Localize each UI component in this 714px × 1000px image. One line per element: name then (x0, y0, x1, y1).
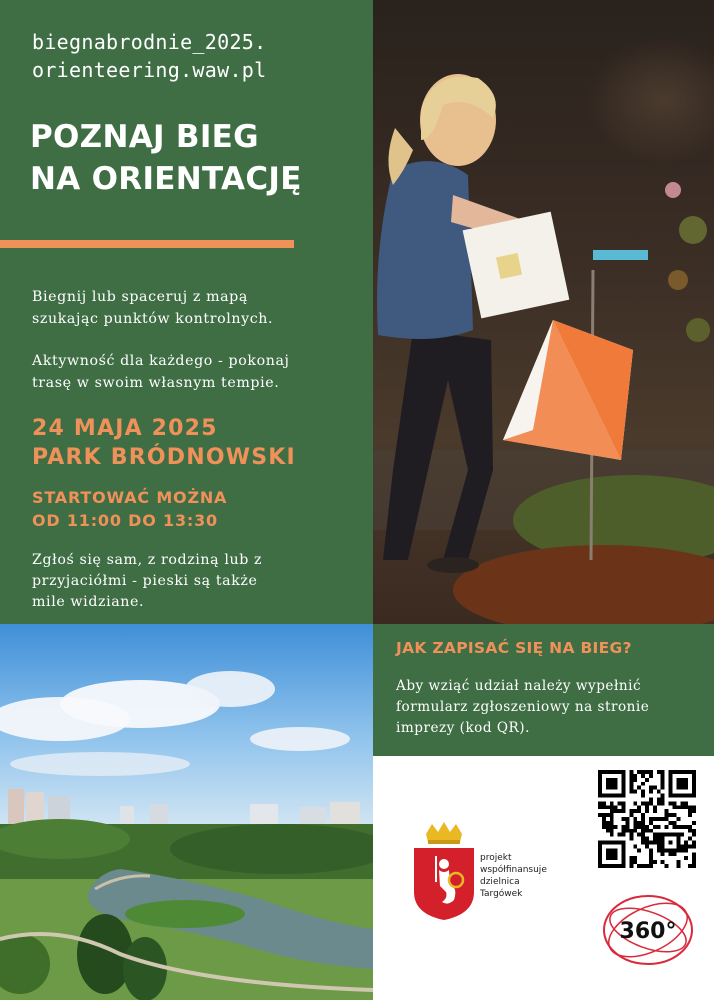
sponsor-line-3: dzielnica (480, 877, 520, 887)
intro-p2-line-2: trasę w swoim własnym tempie. (32, 375, 280, 391)
sponsor-line-2: współfinansuje (480, 865, 547, 875)
sponsor-line-4: Targówek (480, 889, 523, 899)
title-line-2: NA ORIENTACJĘ (30, 161, 302, 197)
registration-text (396, 676, 696, 739)
registration-line-1: Aby wziąć udział należy wypełnić (396, 678, 642, 694)
intro-p1-line-1: Biegnij lub spaceruj z mapą (32, 289, 248, 305)
invite-line-1: Zgłoś się sam, z rodziną lub z (32, 552, 263, 568)
start-times (32, 486, 362, 532)
sponsor-text (480, 852, 580, 900)
intro-p1-line-2: szukając punktów kontrolnych. (32, 311, 274, 327)
event-date-place (32, 414, 362, 472)
handle-line-1: biegnabrodnie_2025. (32, 30, 267, 54)
logo-360-text: 360° (619, 919, 677, 944)
park-illustration (0, 624, 373, 1000)
warsaw-crest-icon (414, 822, 474, 920)
website-handle (32, 28, 362, 84)
runner-photo (373, 0, 714, 624)
poster-title (30, 116, 360, 200)
intro-paragraph-2 (32, 350, 352, 394)
park-photo (0, 624, 373, 1000)
event-place: PARK BRÓDNOWSKI (32, 445, 296, 470)
start-line-1: STARTOWAĆ MOŻNA (32, 488, 228, 507)
title-line-1: POZNAJ BIEG (30, 119, 259, 155)
intro-p2-line-1: Aktywność dla każdego - pokonaj (32, 353, 290, 369)
start-line-2: OD 11:00 DO 13:30 (32, 511, 218, 530)
qr-code-icon[interactable] (598, 770, 696, 868)
runner-illustration (373, 0, 714, 624)
event-date: 24 MAJA 2025 (32, 416, 218, 441)
registration-heading: JAK ZAPISAĆ SIĘ NA BIEG? (396, 639, 632, 657)
invite-line-3: mile widziane. (32, 594, 145, 610)
logo-360-icon (598, 888, 698, 972)
accent-divider (0, 240, 294, 248)
invite-paragraph (32, 550, 352, 613)
invite-line-2: przyjaciółmi - pieski są także (32, 573, 258, 589)
intro-paragraph-1 (32, 286, 352, 330)
registration-line-2: formularz zgłoszeniowy na stronie (396, 699, 650, 715)
sponsor-line-1: projekt (480, 853, 512, 863)
handle-line-2: orienteering.waw.pl (32, 58, 267, 82)
registration-line-3: imprezy (kod QR). (396, 720, 530, 736)
